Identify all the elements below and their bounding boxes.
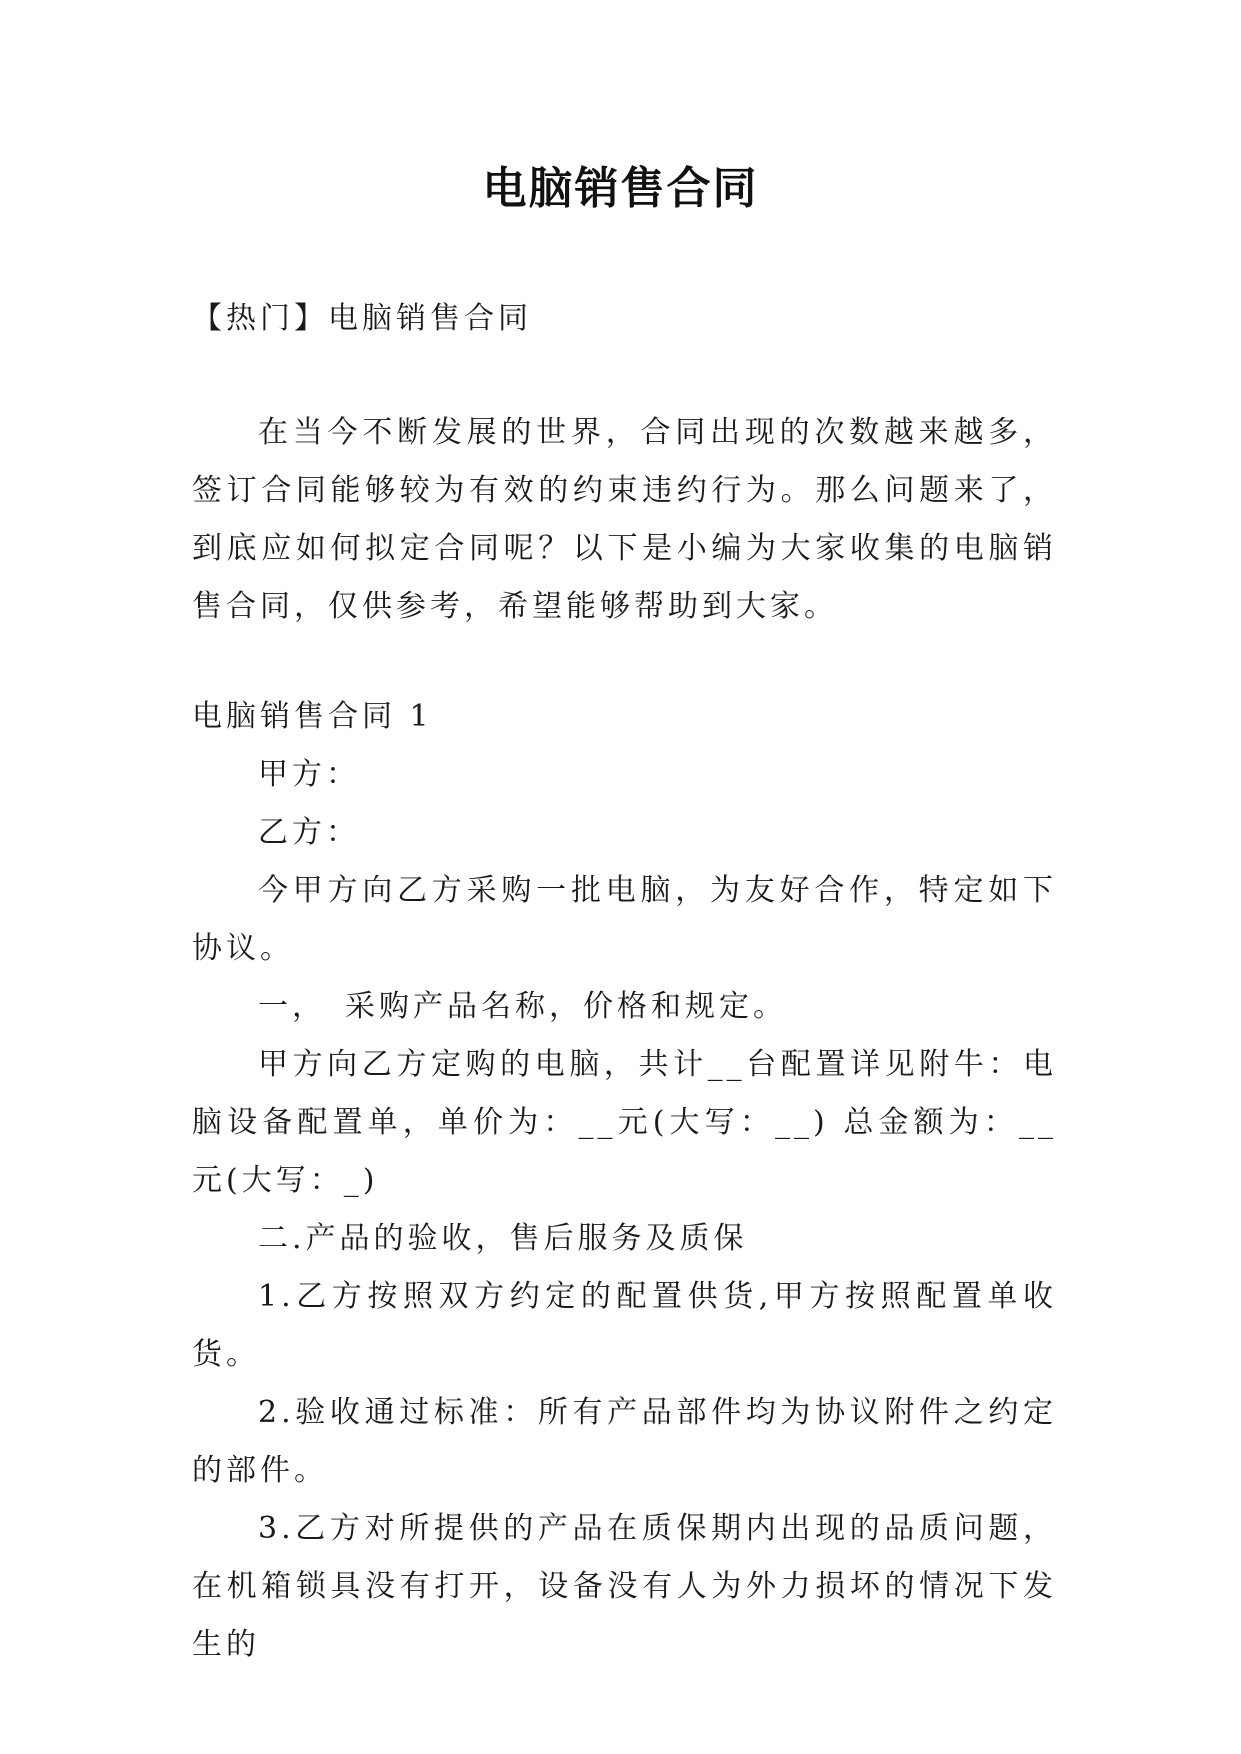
clause1-heading: 一， 采购产品名称，价格和规定。: [258, 989, 787, 1024]
clause2-heading: 二.产品的验收，售后服务及质保: [258, 1221, 748, 1256]
section-heading: 电脑销售合同 1: [192, 699, 433, 734]
clause1-body: 甲方向乙方定购的电脑，共计__台配置详见附牛：电脑设备配置单，单价为：__元(大写：__) 总金额为：__元(大写：_): [192, 1047, 1057, 1198]
preamble-paragraph: 今甲方向乙方采购一批电脑，为友好合作，特定如下协议。: [192, 873, 1057, 966]
party-b-line: 乙方：: [258, 815, 360, 850]
party-a-line: 甲方：: [258, 757, 360, 792]
intro-paragraph: 在当今不断发展的世界，合同出现的次数越来越多，签订合同能够较为有效的约束违约行为。那么问题来了，到底应如何拟定合同呢？以下是小编为大家收集的电脑销售合同，仅供参考，希望能够帮助到大家。: [192, 415, 1057, 624]
spacer: [192, 636, 1057, 688]
spacer: [192, 348, 1057, 404]
clause2-item-3: 3.乙方对所提供的产品在质保期内出现的品质问题，在机箱锁具没有打开，设备没有人为外力损坏的情况下发生的: [192, 1511, 1057, 1662]
document-subtitle: 【热门】电脑销售合同: [192, 301, 532, 336]
document-body: [192, 290, 1057, 1674]
document-title: 电脑销售合同: [482, 163, 759, 214]
clause2-item-1: 1.乙方按照双方约定的配置供货,甲方按照配置单收货。: [192, 1279, 1057, 1372]
clause2-item-2: 2.验收通过标准：所有产品部件均为协议附件之约定的部件。: [192, 1395, 1057, 1488]
